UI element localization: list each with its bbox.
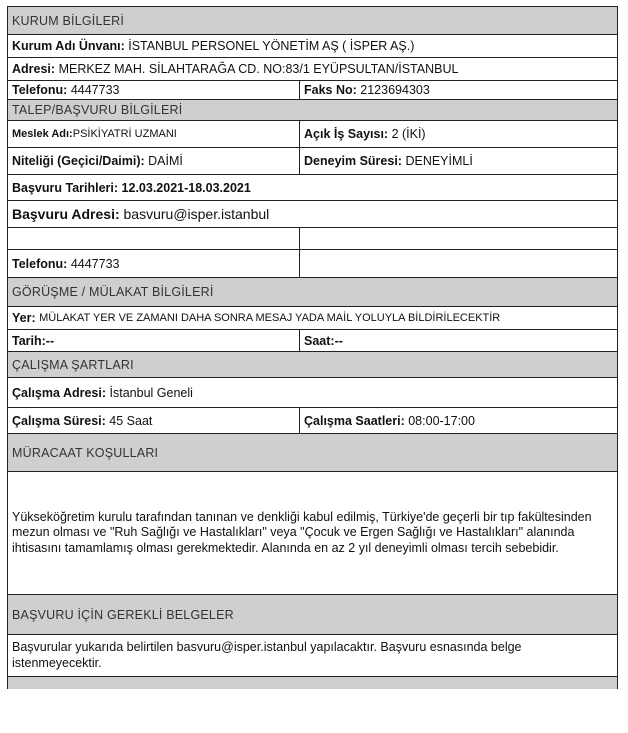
field-label: Adresi: xyxy=(12,62,56,76)
section-calisma-header xyxy=(8,352,617,378)
field-value: DAİMİ xyxy=(148,154,183,168)
field-value: 45 Saat xyxy=(109,413,153,428)
field-value: 2123694303 xyxy=(360,83,430,97)
field-label: Çalışma Süresi: xyxy=(12,413,106,428)
field-label: Açık İş Sayısı: xyxy=(304,127,389,141)
field-label: Meslek Adı: xyxy=(12,128,73,140)
field-value: PSİKİYATRİ UZMANI xyxy=(72,128,177,140)
section-talep-header xyxy=(8,100,617,121)
field-value: 2 (İKİ) xyxy=(391,127,426,141)
gorusme-yer-row xyxy=(8,307,617,330)
field-label: Deneyim Süresi: xyxy=(304,154,402,168)
talep-empty-row xyxy=(8,228,617,250)
field-label: Kurum Adı Ünvanı: xyxy=(12,39,125,53)
section-title: BAŞVURU İÇİN GEREKLİ BELGELER xyxy=(12,607,234,622)
job-posting-form xyxy=(7,6,618,689)
field-value: basvuru@isper.istanbul xyxy=(123,206,270,222)
field-value: 08:00-17:00 xyxy=(408,413,475,428)
section-next-header xyxy=(8,677,617,689)
field-label: Yer: xyxy=(12,311,36,325)
field-label: Çalışma Saatleri: xyxy=(304,413,405,428)
muracaat-body-row xyxy=(8,472,617,595)
kurum-ad-row xyxy=(8,35,617,58)
field-value: MÜLAKAT YER VE ZAMANI DAHA SONRA MESAJ YADA MAİL YOLUYLA BİLDİRİLECEKTİR xyxy=(39,312,501,324)
section-gorusme-header xyxy=(8,278,617,307)
talep-meslek-row xyxy=(8,121,617,148)
section-title: MÜRACAAT KOŞULLARI xyxy=(12,445,159,460)
field-value: 4447733 xyxy=(70,83,120,97)
muracaat-text: Yükseköğretim kurulu tarafından tanınan ve denkliği kabul edilmiş, Türkiye'de geçerli bir tıp fakültesinden mezun olması ve "Ruh Sağlığı ve Hastalıkları" veya "Çocuk ve Ergen Sağlığı ve Hastalıkları" alanında ihtisasını tamamlamış olması gerekmektedir. Alanında en az 2 yıl deneyimli olması tercih sebebidir. xyxy=(12,509,592,555)
section-title: KURUM BİLGİLERİ xyxy=(12,13,125,28)
field-value: -- xyxy=(334,333,343,348)
field-label: Başvuru Tarihleri: xyxy=(12,180,119,195)
calisma-adres-row xyxy=(8,378,617,408)
field-value: İstanbul Geneli xyxy=(109,385,193,400)
talep-tarih-row xyxy=(8,175,617,201)
field-label: Tarih: xyxy=(12,333,46,348)
section-title: GÖRÜŞME / MÜLAKAT BİLGİLERİ xyxy=(12,285,214,299)
talep-nitelik-row xyxy=(8,148,617,175)
field-value: 4447733 xyxy=(70,256,120,271)
field-label: Faks No: xyxy=(304,83,357,97)
field-value: MERKEZ MAH. SİLAHTARAĞA CD. NO:83/1 EYÜPSULTAN/İSTANBUL xyxy=(58,62,459,76)
field-label: Çalışma Adresi: xyxy=(12,385,107,400)
gorusme-tarih-row xyxy=(8,330,617,352)
section-belgeler-header xyxy=(8,595,617,635)
field-label: Niteliği (Geçici/Daimi): xyxy=(12,154,145,168)
talep-telefon-row xyxy=(8,250,617,278)
field-value: -- xyxy=(45,333,55,348)
field-value: 12.03.2021-18.03.2021 xyxy=(121,180,251,195)
kurum-telefon-row xyxy=(8,81,617,100)
belgeler-text: Başvurular yukarıda belirtilen basvuru@isper.istanbul yapılacaktır. Başvuru esnasında belge istenmeyecektir. xyxy=(12,640,522,670)
section-title: ÇALIŞMA ŞARTLARI xyxy=(12,357,134,372)
section-title: TALEP/BAŞVURU BİLGİLERİ xyxy=(12,103,183,117)
section-muracaat-header xyxy=(8,434,617,472)
field-label: Saat: xyxy=(304,333,335,348)
field-label: Telefonu: xyxy=(12,256,68,271)
section-kurum-header xyxy=(8,6,617,35)
belgeler-body-row xyxy=(8,635,617,677)
field-label: Başvuru Adresi: xyxy=(12,206,120,222)
field-label: Telefonu: xyxy=(12,83,68,97)
talep-adres-row xyxy=(8,201,617,228)
kurum-adres-row xyxy=(8,58,617,81)
field-value: DENEYİMLİ xyxy=(405,154,473,168)
calisma-sure-row xyxy=(8,408,617,434)
field-value: İSTANBUL PERSONEL YÖNETİM AŞ ( İSPER AŞ.) xyxy=(128,39,415,53)
